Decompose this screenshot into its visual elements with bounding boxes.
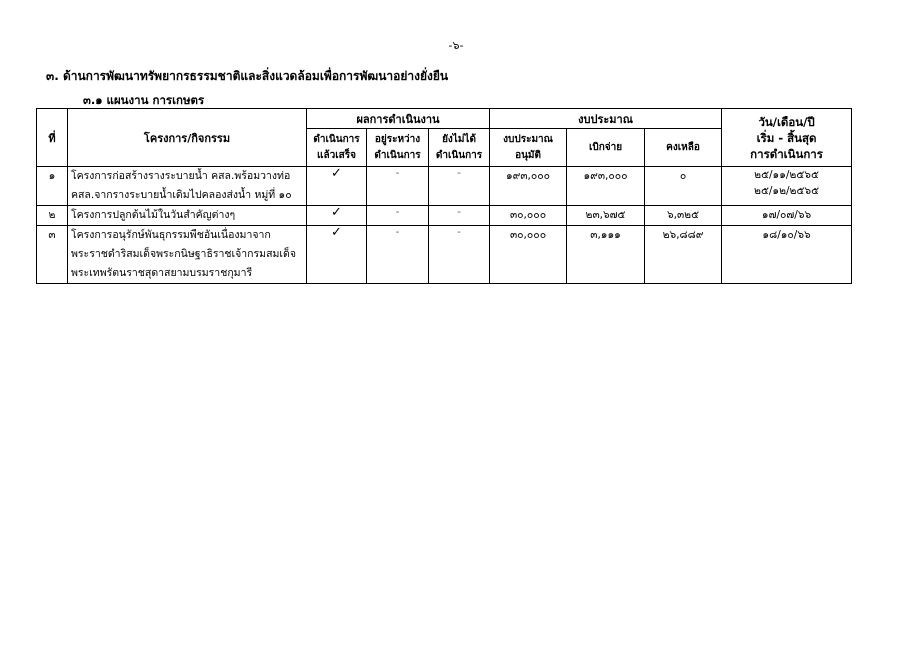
row-in-progress: - xyxy=(367,206,429,226)
row-project-line: โครงการอนุรักษ์พันธุกรรมพืชอันเนื่องมาจาก xyxy=(71,229,271,241)
row-project xyxy=(68,226,307,284)
row-project-line: พระเทพรัตนราชสุดาสยามบรมราชกุมารี xyxy=(71,267,253,279)
row-approved: ๓๐,๐๐๐ xyxy=(490,226,567,284)
header-done xyxy=(307,129,367,167)
row-date: ๑๗/๐๗/๖๖ xyxy=(722,206,852,226)
header-approved-line1: งบประมาณ xyxy=(503,133,553,145)
header-date-line2: เริ่ม - สิ้นสุด xyxy=(756,130,817,145)
row-remaining: ๒๖,๘๘๙ xyxy=(645,226,722,284)
page-number: -๖- xyxy=(448,39,464,52)
header-date-line3: การดำเนินการ xyxy=(750,146,823,161)
header-done-line2: แล้วเสร็จ xyxy=(317,149,356,161)
row-disbursed: ๒๓,๖๗๕ xyxy=(567,206,645,226)
header-not-started xyxy=(429,129,490,167)
row-no: ๒ xyxy=(37,206,68,226)
row-no: ๓ xyxy=(37,226,68,284)
header-in-progress-line1: อยู่ระหว่าง xyxy=(374,133,421,145)
row-in-progress: - xyxy=(367,226,429,284)
row-approved: ๓๐,๐๐๐ xyxy=(490,206,567,226)
row-project xyxy=(68,167,307,206)
row-done-cell xyxy=(307,206,367,226)
checkmark-icon: ✓ xyxy=(331,166,342,181)
header-project: โครงการ/กิจกรรม xyxy=(68,109,307,167)
table-row xyxy=(37,167,852,206)
row-done-cell xyxy=(307,167,367,206)
row-project xyxy=(68,206,307,226)
row-date: ๑๘/๑๐/๖๖ xyxy=(722,226,852,284)
row-project-line: พระราชดำริสมเด็จพระกนิษฐาธิราชเจ้ากรมสมเด็จ xyxy=(71,248,296,260)
row-date xyxy=(722,167,852,206)
header-approved xyxy=(490,129,567,167)
header-not-started-line1: ยังไม่ได้ xyxy=(442,133,476,145)
row-disbursed: ๓,๑๑๑ xyxy=(567,226,645,284)
row-not-started: - xyxy=(429,226,490,284)
header-in-progress xyxy=(367,129,429,167)
row-remaining: ๐ xyxy=(645,167,722,206)
sub-heading: ๓.๑ แผนงาน การเกษตร xyxy=(83,93,205,107)
header-date xyxy=(722,109,852,167)
row-no: ๑ xyxy=(37,167,68,206)
row-not-started: - xyxy=(429,167,490,206)
row-project-line: โครงการก่อสร้างรางระบายน้ำ คสล.พร้อมวางท่อ xyxy=(71,170,291,182)
header-budget-group: งบประมาณ xyxy=(490,109,722,129)
row-date-line: ๒๕/๑๑/๒๕๖๕ xyxy=(754,169,819,181)
row-remaining: ๖,๓๒๕ xyxy=(645,206,722,226)
project-report-table xyxy=(36,108,852,284)
header-done-line1: ดำเนินการ xyxy=(313,133,360,145)
row-not-started: - xyxy=(429,206,490,226)
table-row xyxy=(37,226,852,284)
header-remaining: คงเหลือ xyxy=(645,129,722,167)
row-done-cell xyxy=(307,226,367,284)
row-approved: ๑๙๓,๐๐๐ xyxy=(490,167,567,206)
checkmark-icon: ✓ xyxy=(331,205,342,220)
section-heading: ๓. ด้านการพัฒนาทรัพยากรธรรมชาติและสิ่งแวดล้อมเพื่อการพัฒนาอย่างยั่งยืน xyxy=(46,69,449,83)
header-results-group: ผลการดำเนินงาน xyxy=(307,109,490,129)
header-approved-line2: อนุมัติ xyxy=(515,149,541,161)
header-no: ที่ xyxy=(37,109,68,167)
checkmark-icon: ✓ xyxy=(331,225,342,240)
row-project-line: โครงการปลูกต้นไม้ในวันสำคัญต่างๆ xyxy=(71,209,236,221)
header-not-started-line2: ดำเนินการ xyxy=(435,149,483,161)
row-date-line: ๒๕/๑๒/๒๕๖๕ xyxy=(754,185,820,197)
header-disbursed: เบิกจ่าย xyxy=(567,129,645,167)
header-date-line1: วัน/เดือน/ปี xyxy=(758,114,815,129)
header-in-progress-line2: ดำเนินการ xyxy=(374,149,421,161)
row-in-progress: - xyxy=(367,167,429,206)
table-row xyxy=(37,206,852,226)
row-disbursed: ๑๙๓,๐๐๐ xyxy=(567,167,645,206)
row-project-line: คสล.จากรางระบายน้ำเดิมไปคลองส่งน้ำ หมู่ที่ ๑๐ xyxy=(71,189,292,201)
